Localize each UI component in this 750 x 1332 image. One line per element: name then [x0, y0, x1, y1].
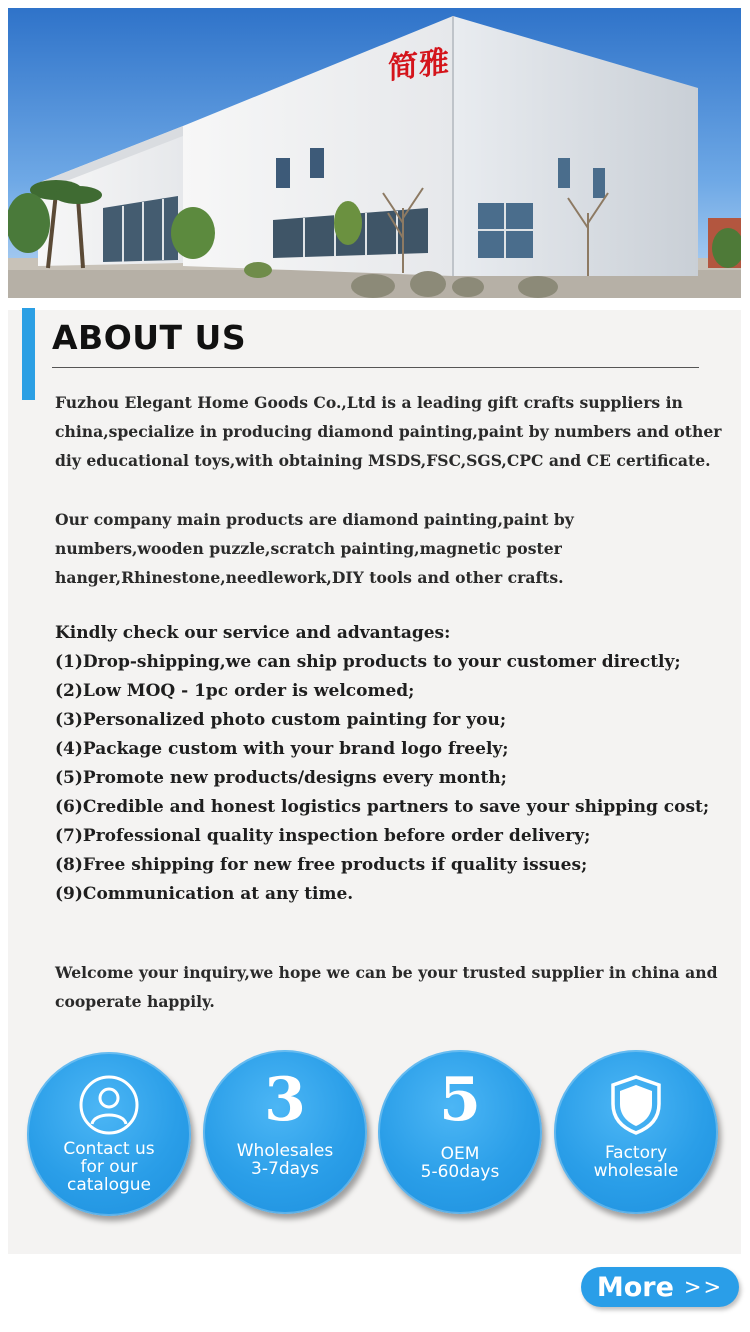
- list-item: (3)Personalized photo custom painting for you;: [55, 710, 507, 730]
- list-item: (1)Drop-shipping,we can ship products to your customer directly;: [55, 652, 681, 672]
- list-item: (8)Free shipping for new free products if quality issues;: [55, 855, 588, 875]
- circle-label-line: 3-7days: [251, 1159, 319, 1179]
- list-item: (5)Promote new products/designs every month;: [55, 768, 507, 788]
- wholesales-circle[interactable]: [203, 1050, 367, 1214]
- circle-label-line: for our: [80, 1157, 138, 1177]
- circle-label-line: wholesale: [593, 1161, 679, 1181]
- list-item: (6)Credible and honest logistics partners to save your shipping cost;: [55, 797, 710, 817]
- oem-circle[interactable]: [378, 1050, 542, 1214]
- circle-label-line: catalogue: [67, 1175, 151, 1195]
- circle-label-line: 5-60days: [420, 1162, 500, 1182]
- products-paragraph: Our company main products are diamond painting,paint by numbers,wooden puzzle,scratch painting,magnetic poster hanger,Rhinestone,needlework,DIY tools and other crafts.: [55, 510, 574, 587]
- title-accent-bar: [22, 308, 35, 400]
- advantages-heading: Kindly check our service and advantages:: [55, 623, 451, 643]
- list-item: (7)Professional quality inspection before order delivery;: [55, 826, 591, 846]
- circle-label-line: Wholesales: [236, 1141, 334, 1161]
- intro-paragraph: Fuzhou Elegant Home Goods Co.,Ltd is a leading gift crafts suppliers in china,specialize in producing diamond painting,paint by numbers and other diy educational toys,with obtaining MSDS,FSC,SGS,CPC and CE certificate.: [55, 393, 722, 470]
- user-icon: [78, 1074, 140, 1140]
- circle-label-line: Contact us: [63, 1139, 155, 1159]
- factory-wholesale-circle[interactable]: [554, 1050, 718, 1214]
- more-label: More: [596, 1271, 674, 1303]
- wholesales-number: 3: [264, 1065, 306, 1135]
- list-item: (2)Low MOQ - 1pc order is welcomed;: [55, 681, 415, 701]
- contact-catalogue-circle[interactable]: [27, 1052, 191, 1216]
- shield-icon: [609, 1074, 663, 1140]
- list-item: (9)Communication at any time.: [55, 884, 354, 904]
- company-building-photo: [8, 8, 741, 298]
- oem-number: 5: [439, 1065, 481, 1135]
- list-item: (4)Package custom with your brand logo freely;: [55, 739, 509, 759]
- title-divider: [52, 367, 699, 368]
- advantages-list: [55, 619, 727, 909]
- welcome-paragraph: Welcome your inquiry,we hope we can be your trusted supplier in china and cooperate happily.: [55, 963, 718, 1011]
- page-title: ABOUT US: [52, 318, 247, 357]
- circle-label-line: OEM: [440, 1144, 480, 1164]
- building-sign: 简雅: [388, 44, 450, 87]
- double-chevron-right-icon: >>: [683, 1275, 724, 1299]
- circle-label-line: Factory: [604, 1143, 668, 1163]
- more-button[interactable]: [581, 1267, 739, 1307]
